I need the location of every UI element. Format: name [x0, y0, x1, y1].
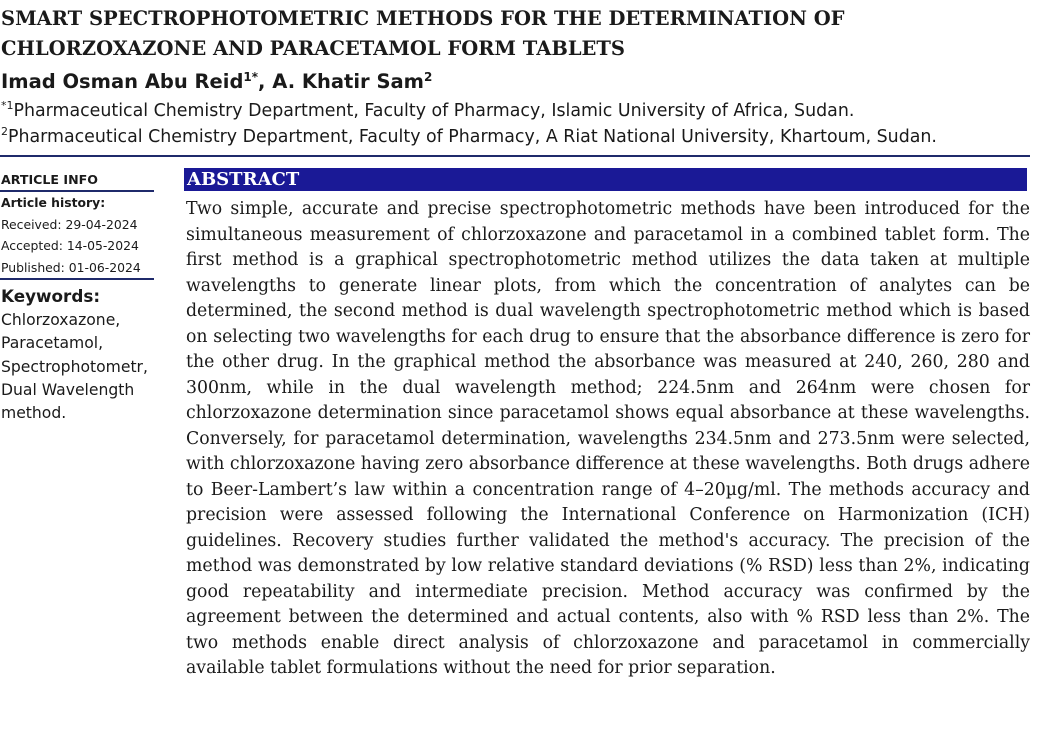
article-info-heading: ARTICLE INFO: [1, 172, 98, 187]
affiliation: [1, 98, 1041, 124]
paper-title: SMART SPECTROPHOTOMETRIC METHODS FOR THE DETERMINATION OF CHLORZOXAZONE AND PARACETAMOL FORM TABLETS: [1, 7, 845, 60]
keyword: Spectrophotometr,: [1, 357, 148, 376]
history-divider: [0, 278, 154, 280]
affiliation-marker: 2: [1, 125, 8, 138]
header-divider: [0, 155, 1030, 157]
affiliation: [1, 124, 1041, 150]
affiliation-marker: *1: [1, 99, 14, 112]
keywords-heading: Keywords:: [1, 286, 101, 306]
history-label: Article history:: [1, 195, 106, 210]
author-name: Imad Osman Abu Reid: [1, 70, 244, 93]
keyword: Dual Wavelength: [1, 380, 135, 399]
article-info-sidebar: [0, 170, 160, 425]
abstract-text: Two simple, accurate and precise spectrophotometric methods have been introduced for the simultaneous measurement of chlorzoxazone and paracetamol in a combined tablet form. The first method is a graphical spectrophotometric method utilizes the data taken at multiple wavelengths to generate linear plots, from which the concentration of analytes can be determined, the second method is dual wavelength spectrophotometric method which is based on selecting two wavelengths for each drug to ensure that the absorbance difference is zero for the other drug. In the graphical method the absorbance was measured at 240, 260, 280 and 300nm, while in the dual wavelength method; 224.5nm and 264nm were chosen for chlorzoxazone determination since paracetamol shows equal absorbance at these wavelengths. Conversely, for paracetamol determination, wavelengths 234.5nm and 273.5nm were selected, with chlorzoxazone having zero absorbance difference at these wavelengths. Both drugs adhere to Beer-Lambert’s law within a concentration range of 4–20µg/ml. The methods accuracy and precision were assessed following the International Conference on Harmonization (ICH) guidelines. Recovery studies further validated the method's accuracy. The precision of the method was demonstrated by low relative standard deviations (% RSD) less than 2%, indicating good repeatability and intermediate precision. Method accuracy was confirmed by the agreement between the determined and actual contents, also with % RSD less than 2%. The two methods enable direct analysis of chlorzoxazone and paracetamol in commercially available tablet formulations without the need for prior separation.: [186, 199, 1030, 678]
accepted-date: Accepted: 14-05-2024: [1, 238, 139, 253]
published-date: Published: 01-06-2024: [1, 259, 141, 275]
author-separator: ,: [258, 70, 273, 93]
keyword: method.: [1, 404, 67, 423]
article-history: [0, 192, 160, 278]
author-affiliation-marker: 1*: [243, 70, 259, 84]
received-date: Received: 29-04-2024: [1, 216, 138, 232]
abstract-heading: ABSTRACT: [184, 168, 1027, 191]
author-name: A. Khatir Sam: [272, 70, 424, 93]
keyword: Paracetamol,: [1, 334, 104, 353]
affiliation-text: Pharmaceutical Chemistry Department, Faculty of Pharmacy, Islamic University of Africa, Sudan.: [13, 101, 855, 121]
keyword: Chlorzoxazone,: [1, 311, 121, 329]
author-list: [1, 68, 432, 96]
author-affiliation-marker: 2: [423, 70, 433, 84]
affiliation-text: Pharmaceutical Chemistry Department, Faculty of Pharmacy, A Riat National University, Khartoum, Sudan.: [8, 127, 937, 147]
